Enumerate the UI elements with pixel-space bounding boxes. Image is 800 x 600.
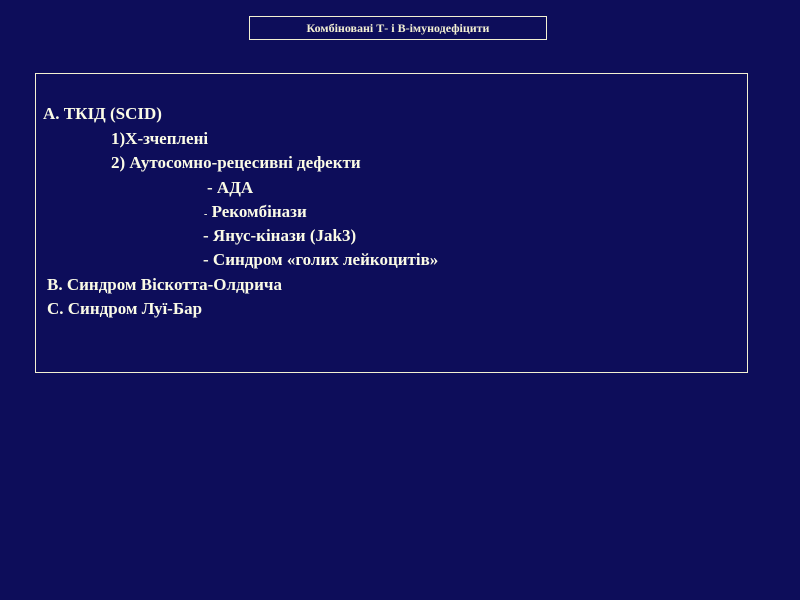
- slide-title: Комбіновані Т- і В-імунодефіцити: [306, 20, 490, 35]
- list-item-a-2: 2) Аутосомно-рецесивні дефекти: [111, 153, 361, 172]
- recombinase-label: Рекомбінази: [211, 202, 307, 221]
- list-item-b: В. Синдром Віскотта-Олдрича: [47, 275, 282, 294]
- recombinase-dash: -: [204, 209, 208, 220]
- list-item-ada: - АДА: [207, 178, 254, 197]
- list-item-a: А. ТКІД (SCID): [43, 104, 162, 123]
- list-item-bare-lymphocyte: - Синдром «голих лейкоцитів»: [203, 250, 439, 269]
- list-item-recombinase: [204, 202, 307, 225]
- slide-title-box: [249, 16, 547, 40]
- list-item-a-1: 1)Х-зчеплені: [111, 129, 209, 148]
- list-item-c: С. Синдром Луї-Бар: [47, 299, 203, 318]
- list-item-jak3: - Янус-кінази (Jak3): [203, 226, 357, 245]
